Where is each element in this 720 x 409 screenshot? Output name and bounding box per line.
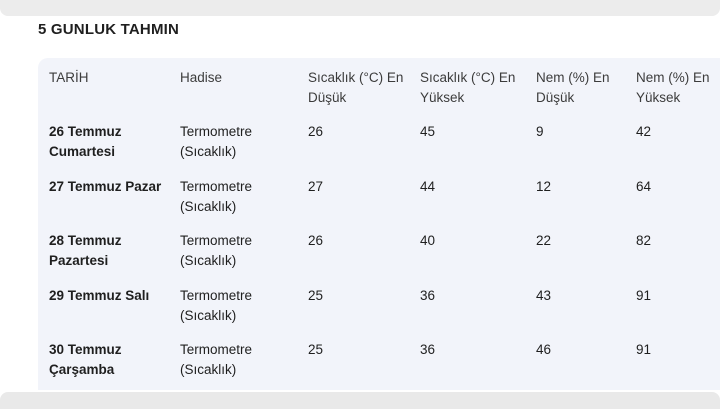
table-row [38,122,720,174]
row-temp-max: 44 [420,179,436,194]
row-temp-max: 36 [420,288,436,303]
table-row [38,231,720,283]
row-hum-min: 46 [536,342,552,357]
table-header-row [38,68,720,120]
row-date: 28 Temmuz Pazartesi [49,233,122,268]
row-hum-min: 22 [536,233,552,248]
row-date: 30 Temmuz Çarşamba [49,342,122,377]
row-hum-min: 9 [536,124,544,139]
row-temp-min: 26 [308,233,324,248]
forecast-table [38,58,720,390]
row-temp-min: 27 [308,179,324,194]
row-event: Termometre (Sıcaklık) [180,233,253,268]
header-hum-max: Nem (%) En Yüksek [636,70,710,105]
header-hum-min: Nem (%) En Düşük [536,70,610,105]
top-bar [0,0,720,16]
row-event: Termometre (Sıcaklık) [180,124,253,159]
row-temp-max: 40 [420,233,436,248]
row-hum-max: 91 [636,288,652,303]
top-strip [0,0,720,16]
row-hum-max: 42 [636,124,652,139]
row-temp-min: 25 [308,288,324,303]
row-temp-min: 26 [308,124,324,139]
row-hum-max: 82 [636,233,652,248]
row-temp-max: 45 [420,124,436,139]
bottom-bar [0,392,720,409]
row-temp-max: 36 [420,342,436,357]
header-date: TARİH [49,70,89,85]
table-row [38,286,720,338]
row-hum-min: 12 [536,179,552,194]
page-title: 5 GUNLUK TAHMIN [38,21,180,38]
header-temp-min: Sıcaklık (°C) En Düşük [308,70,404,105]
row-hum-min: 43 [536,288,552,303]
row-date: 26 Temmuz Cumartesi [49,124,122,159]
row-event: Termometre (Sıcaklık) [180,288,253,323]
row-hum-max: 91 [636,342,652,357]
row-event: Termometre (Sıcaklık) [180,342,253,377]
table-row [38,177,720,229]
row-date: 27 Temmuz Pazar [49,179,162,194]
row-temp-min: 25 [308,342,324,357]
table-row [38,340,720,392]
header-event: Hadise [180,70,223,85]
row-hum-max: 64 [636,179,652,194]
row-date: 29 Temmuz Salı [49,288,150,303]
row-event: Termometre (Sıcaklık) [180,179,253,214]
header-temp-max: Sıcaklık (°C) En Yüksek [420,70,516,105]
